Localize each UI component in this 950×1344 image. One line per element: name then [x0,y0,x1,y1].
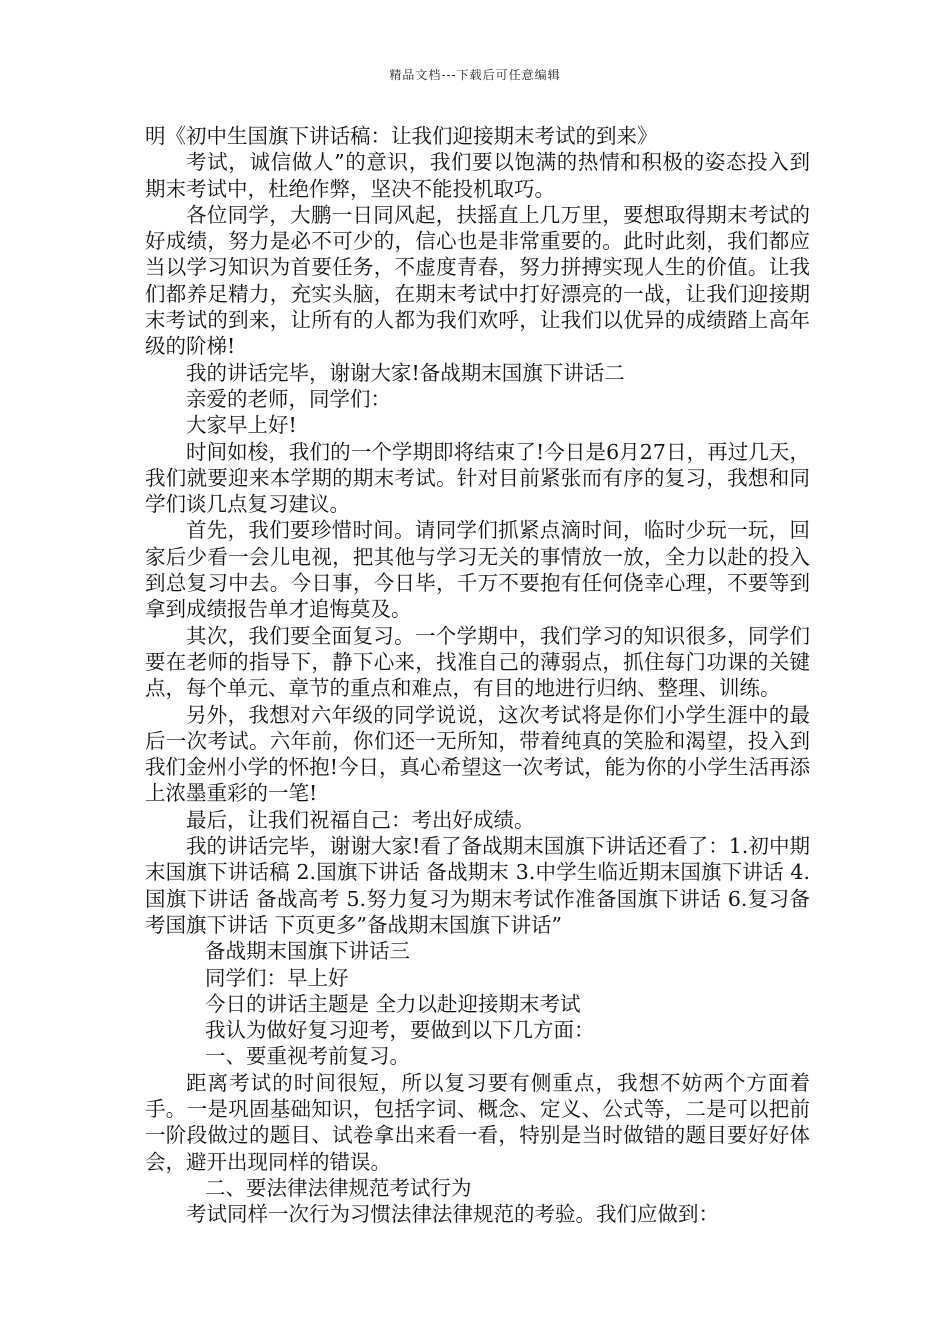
paragraph: 最后，让我们祝福自己：考出好成绩。 [186,807,535,832]
paragraph: 今日的讲话主题是 全力以赴迎接期末考试 [205,991,581,1016]
paragraph: 备战期末国旗下讲话三 [205,939,410,964]
paragraph: 距离考试的时间很短，所以复习要有侧重点，我想不妨两个方面着手。一是巩固基础知识，包括字词、概念、定义、公式等，二是可以把前一阶段做过的题目、试卷拿出来看一看，特别是当时做错的题目要好好体会，避开出现同样的错误。 [145,1070,810,1174]
paragraph: 各位同学，大鹏一日同风起，扶摇直上几万里，要想取得期末考试的好成绩，努力是必不可少的，信心也是非常重要的。此时此刻，我们都应当以学习知识为首要任务，不虚度青春，努力拼搏实现人生的价值。让我们都养足精力，充实头脑，在期末考试中打好漂亮的一战，让我们迎接期末考试的到来，让所有的人都为我们欢呼，让我们以优异的成绩踏上高年级的阶梯! [145,202,810,359]
paragraph: 同学们：早上好 [205,965,349,990]
paragraph: 我的讲话完毕，谢谢大家!看了备战期末国旗下讲话还看了：1.初中期末国旗下讲话稿 2.国旗下讲话 备战期末 3.中学生临近期末国旗下讲话 4.国旗下讲话 备战高考 5.努力复习为期末考试作准备国旗下讲话 6.复习备考国旗下讲话 下页更多”备战期末国旗下讲话” [145,834,810,937]
paragraph: 我的讲话完毕，谢谢大家!备战期末国旗下讲话二 [186,360,625,385]
document-body [145,123,810,1227]
paragraph: 二、要法律法律规范考试行为 [205,1175,472,1200]
paragraph: 大家早上好! [186,413,297,438]
paragraph: 考试，诚信做人”的意识，我们要以饱满的热情和积极的姿态投入到期末考试中，杜绝作弊，坚决不能投机取巧。 [145,150,810,201]
page-header: 精品文档---下载后可任意编辑 [389,68,561,82]
paragraph: 我认为做好复习迎考，要做到以下几方面： [205,1018,595,1043]
paragraph: 亲爱的老师，同学们： [186,386,391,411]
paragraph: 首先，我们要珍惜时间。请同学们抓紧点滴时间，临时少玩一玩，回家后少看一会儿电视，把其他与学习无关的事情放一放，全力以赴的投入到总复习中去。今日事，今日毕，千万不要抱有任何侥幸心理，不要等到拿到成绩报告单才追悔莫及。 [145,518,810,622]
paragraph: 考试同样一次行为习惯法律法律规范的考验。我们应做到： [186,1202,719,1227]
paragraph: 其次，我们要全面复习。一个学期中，我们学习的知识很多，同学们要在老师的指导下，静下心来，找准自己的薄弱点，抓住每门功课的关键点，每个单元、章节的重点和难点，有目的地进行归纳、整理、训练。 [145,623,810,701]
paragraph: 明《初中生国旗下讲话稿：让我们迎接期末考试的到来》 [145,124,658,148]
paragraph: 另外，我想对六年级的同学说说，这次考试将是你们小学生涯中的最后一次考试。六年前，你们还一无所知，带着纯真的笑脸和渴望，投入到我们金州小学的怀抱!今日，真心希望这一次考试，能为你的小学生活再添上浓墨重彩的一笔! [145,702,810,806]
paragraph: 时间如梭，我们的一个学期即将结束了!今日是6月27日，再过几天，我们就要迎来本学期的期末考试。针对目前紧张而有序的复习，我想和同学们谈几点复习建议。 [145,439,810,517]
paragraph: 一、要重视考前复习。 [205,1044,410,1069]
